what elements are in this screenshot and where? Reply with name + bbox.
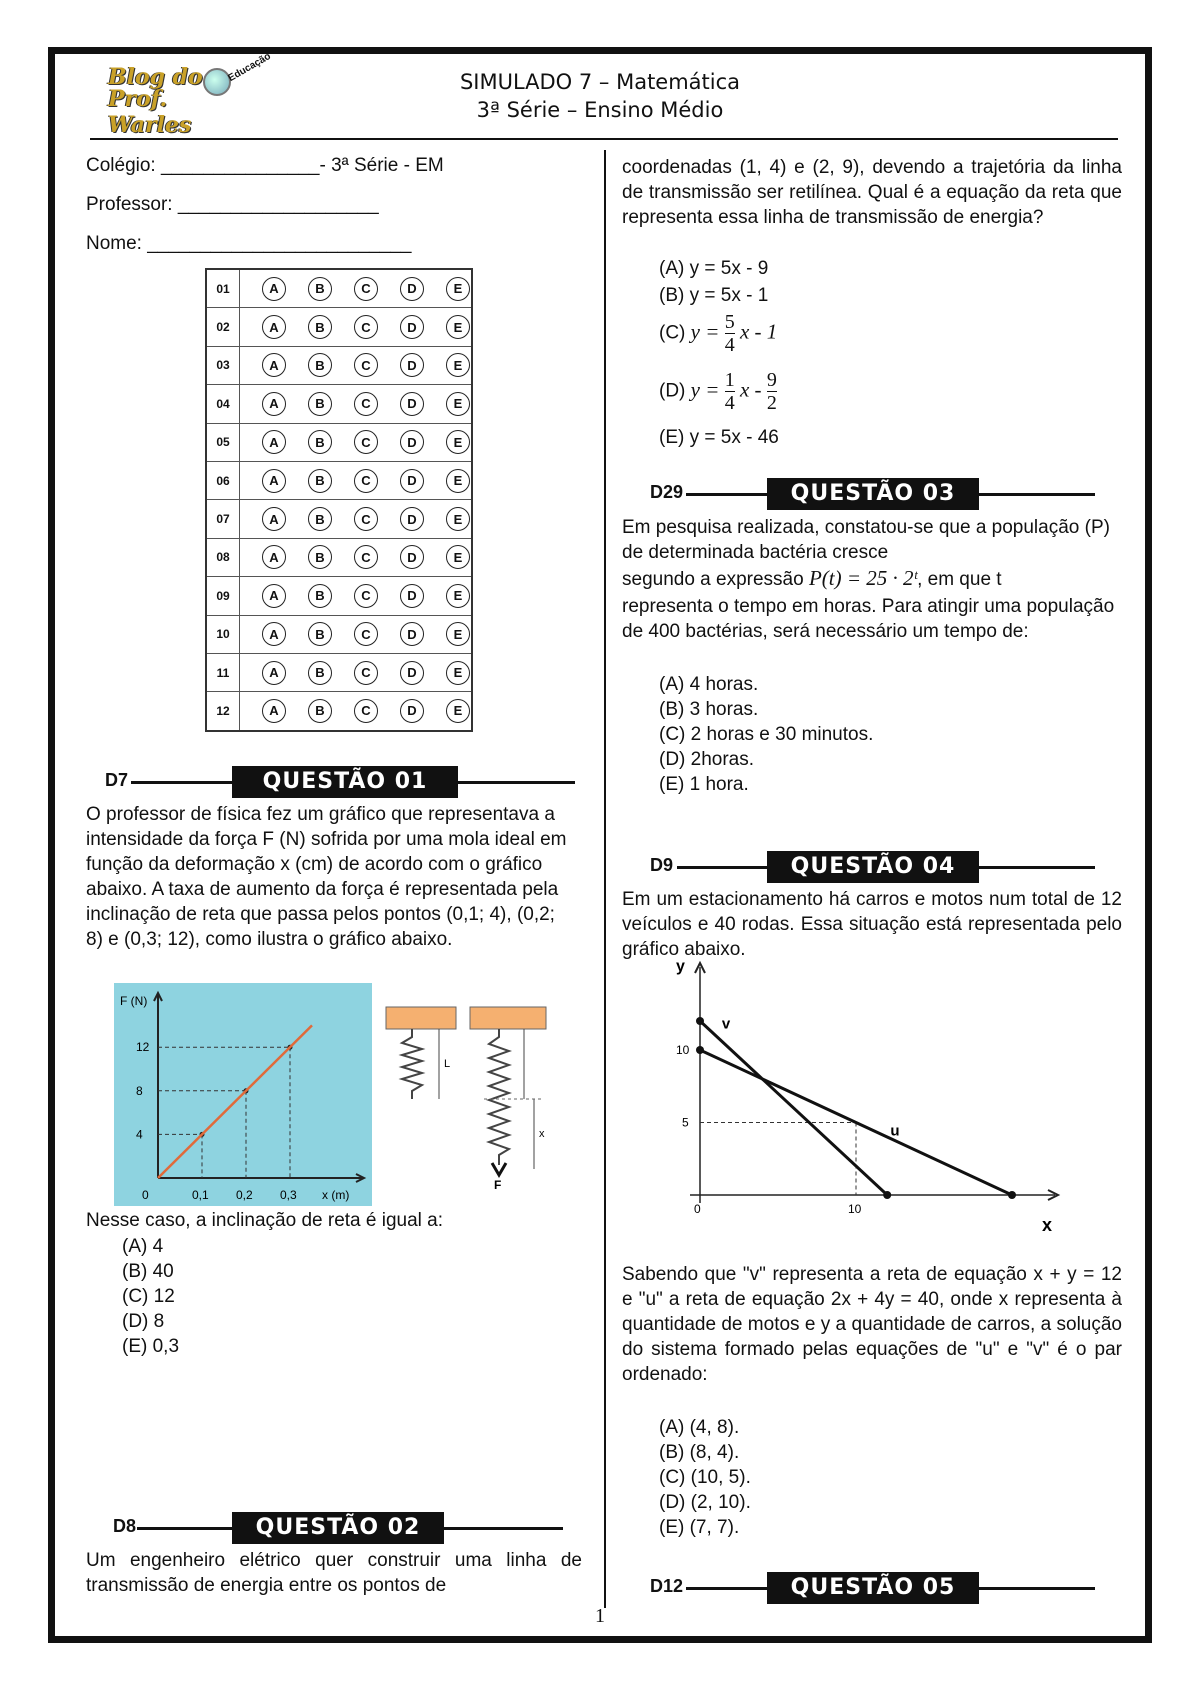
q3-option-c[interactable]: (C) 2 horas e 30 minutos. [659, 724, 874, 745]
line-v [700, 1021, 887, 1195]
descriptor-code: D7 [105, 770, 129, 790]
answer-row-number: 04 [207, 385, 240, 422]
page-subtitle: 3ª Série – Ensino Médio [476, 98, 724, 122]
label-x: x [539, 1128, 545, 1140]
answer-bubble[interactable]: C [354, 392, 378, 416]
answer-bubble[interactable]: B [308, 622, 332, 646]
q1-option-e[interactable]: (E) 0,3 [122, 1336, 180, 1357]
x-tick-label: 0,2 [236, 1188, 253, 1202]
q2-option-d[interactable] [659, 369, 777, 414]
answer-bubble[interactable]: B [308, 277, 332, 301]
answer-row-number: 05 [207, 424, 240, 461]
answer-bubble[interactable]: C [354, 353, 378, 377]
numerator: 5 [724, 311, 735, 333]
answer-bubble[interactable]: D [400, 699, 424, 723]
y-tick-label: 5 [682, 1115, 689, 1130]
question-title: QUESTÃO 04 [767, 851, 979, 883]
answer-row [207, 385, 471, 423]
q1-option-d[interactable]: (D) 8 [122, 1311, 165, 1332]
answer-row-number: 02 [207, 308, 240, 345]
numerator: 1 [724, 369, 735, 391]
answer-row-number: 06 [207, 462, 240, 499]
page-title: SIMULADO 7 – Matemática [459, 70, 741, 94]
answer-bubble[interactable]: A [262, 469, 286, 493]
x-minus: x - [739, 377, 762, 402]
q4-text-2: Sabendo que "v" representa a reta de equação x + y = 12 e "u" a reta de equação 2x + 4y = 40, onde x representa à quantidade de motos e y a quantidade de carros, a solução do sistema formado pelas equações de "u" e "v" é o par ordenado: [622, 1264, 1122, 1385]
answer-bubble[interactable]: E [446, 315, 470, 339]
answer-bubble[interactable]: E [446, 469, 470, 493]
question-03-header [650, 478, 1095, 508]
answer-bubble[interactable]: E [446, 584, 470, 608]
answer-row-number: 10 [207, 616, 240, 653]
option-d-label: (D) [659, 380, 686, 402]
answer-bubble[interactable]: E [446, 699, 470, 723]
logo-text-1: Blog do [108, 64, 203, 90]
answer-row [207, 654, 471, 692]
line-label-u: u [890, 1122, 900, 1140]
answer-bubble[interactable]: C [354, 545, 378, 569]
q1-option-c[interactable]: (C) 12 [122, 1286, 175, 1307]
answer-bubble[interactable]: A [262, 392, 286, 416]
x-tick-label: 0 [142, 1188, 149, 1202]
line-endpoint [696, 1046, 704, 1054]
q2-option-a[interactable] [659, 256, 768, 281]
fraction-5-4 [725, 311, 735, 356]
q3-option-b[interactable]: (B) 3 horas. [659, 699, 759, 720]
descriptor-code: D29 [650, 482, 684, 502]
answer-bubble[interactable]: C [354, 277, 378, 301]
answer-bubble[interactable]: D [400, 353, 424, 377]
descriptor-code: D12 [650, 1576, 684, 1596]
answer-bubble[interactable]: B [308, 430, 332, 454]
answer-bubble[interactable]: D [400, 315, 424, 339]
denominator: 4 [724, 334, 735, 356]
answer-bubble[interactable]: C [354, 430, 378, 454]
growth-formula: P(t) = 25 · 2ᵗ [808, 566, 918, 590]
descriptor-code: D8 [113, 1516, 137, 1536]
answer-bubble[interactable]: D [400, 661, 424, 685]
q4-option-b[interactable]: (B) (8, 4). [659, 1442, 740, 1463]
answer-row [207, 692, 471, 729]
blog-logo [108, 50, 273, 138]
answer-bubble[interactable]: E [446, 353, 470, 377]
answer-row [207, 616, 471, 654]
answer-row [207, 308, 471, 346]
x-tick-label: 0,3 [280, 1188, 297, 1202]
globe-icon [203, 68, 231, 96]
answer-bubble[interactable]: A [262, 699, 286, 723]
x-tick-label: 0 [694, 1202, 701, 1216]
answer-row-number: 03 [207, 347, 240, 384]
answer-row [207, 539, 471, 577]
answer-bubble[interactable]: A [262, 622, 286, 646]
answer-bubble[interactable]: A [262, 353, 286, 377]
y-axis-label: y [676, 958, 685, 975]
q2-text: Um engenheiro elétrico quer construir uma linha de transmissão de energia entre os pontos de [86, 1550, 582, 1596]
answer-bubble[interactable]: B [308, 661, 332, 685]
question-title: QUESTÃO 01 [232, 766, 458, 798]
answer-bubble[interactable]: C [354, 661, 378, 685]
q4-option-a[interactable]: (A) (4, 8). [659, 1417, 740, 1438]
q3-option-e[interactable]: (E) 1 hora. [659, 774, 749, 795]
answer-bubble[interactable]: D [400, 507, 424, 531]
answer-bubble[interactable]: C [354, 699, 378, 723]
line-endpoint [1008, 1191, 1016, 1199]
question-04-header [650, 851, 1095, 881]
answer-row-number: 08 [207, 539, 240, 576]
colegio-field[interactable]: Colégio: _______________- 3ª Série - EM [86, 155, 444, 176]
system-graph [670, 955, 1070, 1240]
q1-text: O professor de física fez um gráfico que representava a intensidade da força F (N) sofrida por uma mola ideal em função da deformação x (cm) de acordo com o gráfico abaixo. A taxa de aumento da força é representada pela inclinação de reta que passa pelos pontos (0,1; 4), (0,2; 8) e (0,3; 12), como ilustra o gráfico abaixo. [86, 804, 567, 950]
answer-bubble[interactable]: A [262, 315, 286, 339]
answer-bubble[interactable]: A [262, 277, 286, 301]
question-title: QUESTÃO 05 [767, 1572, 979, 1604]
q2-option-b[interactable] [659, 283, 768, 308]
logo-edu-text: Educação [226, 50, 273, 85]
answer-bubble[interactable]: C [354, 507, 378, 531]
question-title: QUESTÃO 02 [232, 1512, 444, 1544]
line-endpoint [696, 1017, 704, 1025]
answer-bubble[interactable]: A [262, 584, 286, 608]
answer-bubble[interactable]: C [354, 622, 378, 646]
logo-text-2: Prof. Warles [108, 86, 192, 138]
header-divider [90, 138, 1118, 140]
answer-bubble[interactable]: C [354, 469, 378, 493]
q3-option-d[interactable]: (D) 2horas. [659, 749, 755, 770]
numerator: 9 [766, 369, 777, 391]
spring-illustration [384, 1003, 554, 1193]
q1-option-a[interactable]: (A) 4 [122, 1236, 164, 1257]
q3-text-post: , em que t [917, 569, 1002, 590]
option-c-rest: x - 1 [739, 319, 778, 344]
option-a-text: (A) y = 5x - 9 [659, 258, 769, 279]
nome-field[interactable]: Nome: _________________________ [86, 233, 412, 254]
answer-row [207, 424, 471, 462]
column-divider [604, 150, 606, 1608]
option-b-text: (B) y = 5x - 1 [659, 285, 769, 306]
q1-question: Nesse caso, a inclinação de reta é igual a: [86, 1210, 443, 1231]
professor-field[interactable]: Professor: ___________________ [86, 194, 379, 215]
answer-bubble[interactable]: B [308, 315, 332, 339]
label-F: F [494, 1178, 502, 1192]
denominator: 2 [766, 392, 777, 414]
answer-bubble[interactable]: B [308, 584, 332, 608]
answer-row-number: 09 [207, 577, 240, 614]
answer-bubble[interactable]: B [308, 392, 332, 416]
answer-bubble[interactable]: A [262, 661, 286, 685]
question-title: QUESTÃO 03 [767, 478, 979, 510]
answer-bubble[interactable]: D [400, 622, 424, 646]
y-tick-label: 12 [136, 1040, 150, 1055]
y-axis-label: F (N) [120, 994, 148, 1008]
label-L: L [444, 1058, 451, 1070]
q4-option-e[interactable]: (E) (7, 7). [659, 1517, 740, 1538]
question-05-header [650, 1572, 1095, 1602]
fraction-1-4 [725, 369, 735, 414]
question-01-header [105, 766, 575, 796]
answer-bubble[interactable]: E [446, 545, 470, 569]
spring-stretched [489, 1029, 509, 1165]
line-endpoint [883, 1191, 891, 1199]
answer-bubble[interactable]: A [262, 430, 286, 454]
answer-bubble[interactable]: C [354, 315, 378, 339]
answer-bubble[interactable]: B [308, 507, 332, 531]
q1-option-b[interactable]: (B) 40 [122, 1261, 174, 1282]
y-equals: y = [690, 319, 720, 344]
q3-text-2 [622, 566, 1122, 592]
answer-bubble[interactable]: B [308, 353, 332, 377]
y-tick-label: 4 [136, 1127, 143, 1142]
answer-bubble[interactable]: C [354, 584, 378, 608]
answer-bubble[interactable]: D [400, 277, 424, 301]
answer-bubble[interactable]: D [400, 430, 424, 454]
answer-bubble[interactable]: E [446, 507, 470, 531]
answer-bubble[interactable]: D [400, 392, 424, 416]
answer-bubble[interactable]: D [400, 545, 424, 569]
q2-text-cont: coordenadas (1, 4) e (2, 9), devendo a trajetória da linha de transmissão ser retilínea. Qual é a equação da reta que representa essa linha de transmissão de energia? [622, 157, 1122, 228]
x-axis-label: x [1042, 1215, 1053, 1235]
answer-row [207, 347, 471, 385]
answer-row [207, 500, 471, 538]
answer-row [207, 577, 471, 615]
force-graph [114, 983, 372, 1206]
option-c-label: (C) [659, 322, 686, 344]
ceiling-left [386, 1007, 456, 1029]
q3-text-pre: segundo a expressão [622, 569, 804, 590]
q2-option-c[interactable] [659, 311, 777, 356]
fraction-9-2 [767, 369, 777, 414]
answer-bubble[interactable]: E [446, 392, 470, 416]
x-tick-label: 10 [848, 1202, 862, 1216]
denominator: 4 [724, 392, 735, 414]
answer-row-number: 07 [207, 500, 240, 537]
q4-option-d[interactable]: (D) (2, 10). [659, 1492, 751, 1513]
answer-row [207, 270, 471, 308]
answer-bubble[interactable]: B [308, 545, 332, 569]
y-tick-label: 8 [136, 1083, 143, 1098]
q4-text: Em um estacionamento há carros e motos num total de 12 veículos e 40 rodas. Essa situação está representada pelo gráfico abaixo. [622, 889, 1122, 960]
x-axis-label: x (m) [322, 1188, 350, 1202]
answer-bubble[interactable]: E [446, 430, 470, 454]
q3-text-1: Em pesquisa realizada, constatou-se que a população (P) de determinada bactéria cresce [622, 517, 1110, 563]
x-tick-label: 0,1 [192, 1188, 209, 1202]
answer-bubble[interactable]: B [308, 699, 332, 723]
answer-bubble[interactable]: D [400, 584, 424, 608]
page-number: 1 [595, 1605, 605, 1627]
answer-bubble[interactable]: E [446, 277, 470, 301]
ceiling-right [470, 1007, 546, 1029]
answer-bubble[interactable]: B [308, 469, 332, 493]
answer-row-number: 12 [207, 692, 240, 729]
q3-text-3: representa o tempo em horas. Para atingir uma população de 400 bactérias, será necessário um tempo de: [622, 596, 1115, 642]
line-label-v: v [721, 1015, 731, 1033]
answer-grid [205, 268, 473, 732]
spring-relaxed [402, 1029, 422, 1099]
answer-bubble[interactable]: D [400, 469, 424, 493]
y-equals: y = [690, 377, 720, 402]
answer-row-number: 01 [207, 270, 240, 307]
answer-row-number: 11 [207, 654, 240, 691]
y-tick-label: 10 [676, 1043, 690, 1057]
question-02-header [113, 1512, 563, 1542]
answer-bubble[interactable]: A [262, 545, 286, 569]
answer-bubble[interactable]: E [446, 661, 470, 685]
answer-bubble[interactable]: E [446, 622, 470, 646]
descriptor-code: D9 [650, 855, 674, 875]
q4-option-c[interactable]: (C) (10, 5). [659, 1467, 751, 1488]
q2-option-e[interactable] [659, 425, 779, 450]
q3-option-a[interactable]: (A) 4 horas. [659, 674, 759, 695]
answer-bubble[interactable]: A [262, 507, 286, 531]
option-e-text: (E) y = 5x - 46 [659, 427, 779, 448]
answer-row [207, 462, 471, 500]
